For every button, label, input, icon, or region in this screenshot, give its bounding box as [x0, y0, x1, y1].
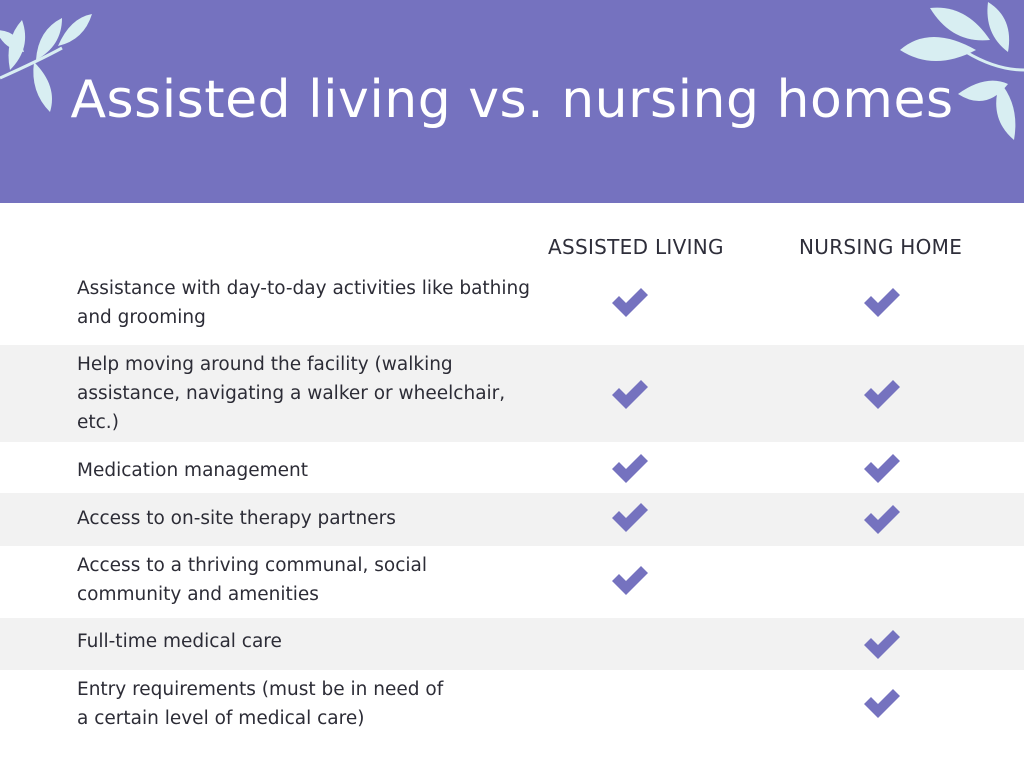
check-icon — [610, 286, 650, 318]
row-label: Assistance with day-to-day activities like bathing and grooming — [77, 278, 531, 328]
table-row — [0, 546, 1024, 618]
check-icon — [862, 503, 902, 535]
header-banner — [0, 0, 1024, 203]
row-label: Entry requirements (must be in need of a certain level of medical care) — [77, 679, 444, 729]
check-icon — [610, 452, 650, 484]
page-title: Assisted living vs. nursing homes — [70, 70, 954, 130]
check-icon — [862, 378, 902, 410]
table-row — [0, 618, 1024, 670]
row-label: Help moving around the facility (walking assistance, navigating a walker or wheelchair, etc.) — [77, 354, 506, 433]
row-label: Full-time medical care — [77, 631, 282, 652]
row-label: Access to a thriving communal, social community and amenities — [77, 555, 428, 605]
check-icon — [862, 628, 902, 660]
row-label: Medication management — [77, 460, 308, 481]
row-label: Access to on-site therapy partners — [77, 508, 396, 529]
column-header-nursing-home: NURSING HOME — [799, 235, 963, 259]
table-row — [0, 442, 1024, 493]
table-row — [0, 270, 1024, 345]
check-icon — [610, 564, 650, 596]
table-row — [0, 345, 1024, 442]
column-header-assisted-living: ASSISTED LIVING — [548, 235, 724, 259]
check-icon — [610, 378, 650, 410]
check-icon — [862, 286, 902, 318]
check-icon — [862, 687, 902, 719]
table-row — [0, 670, 1024, 750]
table-row — [0, 493, 1024, 546]
check-icon — [610, 501, 650, 533]
check-icon — [862, 452, 902, 484]
